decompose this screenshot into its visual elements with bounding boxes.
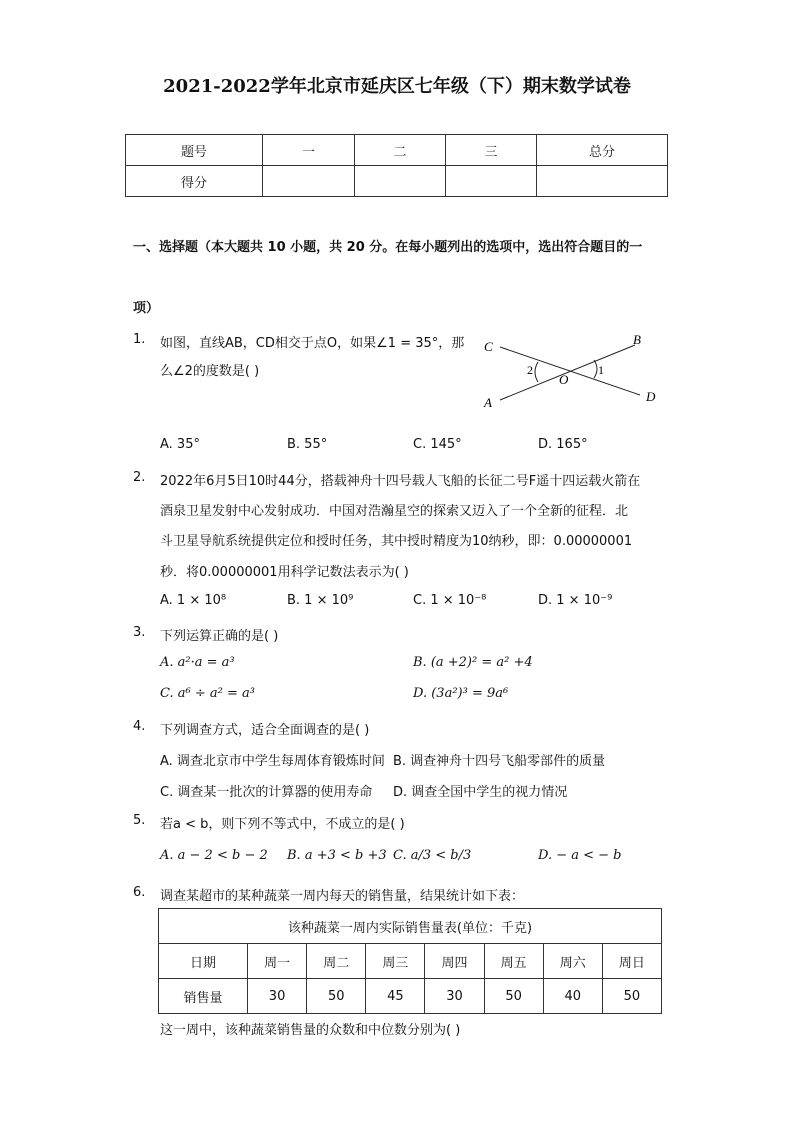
label-d: D: [646, 389, 656, 404]
label-c: C: [484, 339, 493, 354]
label-angle-2: 2: [527, 363, 533, 377]
angle-1-arc: [594, 360, 597, 378]
sales-cell: 50: [602, 979, 661, 1014]
score-row-label: 得分: [126, 166, 263, 197]
sales-cell: 45: [366, 979, 425, 1014]
q6-number: 6.: [133, 885, 146, 900]
q1-text: 如图，直线AB，CD相交于点O，如果∠1 = 35°，那: [160, 336, 465, 351]
sales-header: 日期: [159, 944, 248, 979]
q2-text: 斗卫星导航系统提供定位和授时任务，其中授时精度为10纳秒，即：0.00000001: [160, 534, 633, 549]
score-cell: [355, 166, 446, 197]
sales-cell: 30: [248, 979, 307, 1014]
score-header: 一: [263, 135, 355, 166]
q1-number: 1.: [133, 332, 146, 347]
q1-text-cont: 么∠2的度数是( ): [160, 364, 260, 379]
q2-option-b[interactable]: B. 1 × 10⁹: [287, 593, 354, 608]
q3-option-a[interactable]: A. a²·a = a³: [160, 655, 235, 670]
q6-text: 调查某超市的某种蔬菜一周内每天的销售量，结果统计如下表：: [160, 889, 525, 904]
q4-option-c[interactable]: C. 调查某一批次的计算器的使用寿命: [160, 785, 373, 800]
q4-option-b[interactable]: B. 调查神舟十四号飞船零部件的质量: [393, 754, 606, 769]
label-angle-1: 1: [598, 363, 604, 377]
q2-number: 2.: [133, 470, 146, 485]
intersecting-lines-figure: [470, 325, 670, 415]
q3-option-b[interactable]: B. (a +2)² = a² +4: [413, 655, 533, 670]
q1-option-a[interactable]: A. 35°: [160, 437, 200, 452]
sales-table: [158, 908, 662, 1014]
score-table: [125, 134, 668, 197]
score-cell: [446, 166, 537, 197]
section-heading: 一、选择题（本大题共 10 小题，共 20 分。在每小题列出的选项中，选出符合题目的一: [133, 240, 643, 255]
sales-header: 周一: [248, 944, 307, 979]
sales-header: 周四: [425, 944, 484, 979]
q2-option-a[interactable]: A. 1 × 10⁸: [160, 593, 227, 608]
section-heading-cont: 项）: [133, 301, 160, 316]
score-header: 题号: [126, 135, 263, 166]
q4-number: 4.: [133, 719, 146, 734]
q1-option-b[interactable]: B. 55°: [287, 437, 328, 452]
sales-cell: 40: [543, 979, 602, 1014]
page-title: 2021-2022学年北京市延庆区七年级（下）期末数学试卷: [163, 76, 631, 97]
sales-header: 周二: [307, 944, 366, 979]
q4-option-d[interactable]: D. 调查全国中学生的视力情况: [393, 785, 568, 800]
q4-option-a[interactable]: A. 调查北京市中学生每周体育锻炼时间: [160, 754, 385, 769]
q6-question: 这一周中，该种蔬菜销售量的众数和中位数分别为( ): [160, 1023, 461, 1038]
score-cell: [263, 166, 355, 197]
q2-option-c[interactable]: C. 1 × 10⁻⁸: [413, 593, 487, 608]
angle-2-arc: [535, 362, 538, 382]
sales-header: 周三: [366, 944, 425, 979]
q5-number: 5.: [133, 813, 146, 828]
q5-option-a[interactable]: A. a − 2 < b − 2: [160, 848, 268, 863]
q3-number: 3.: [133, 625, 146, 640]
q2-text: 酒泉卫星发射中心发射成功．中国对浩瀚星空的探索又迈入了一个全新的征程．北: [160, 504, 629, 519]
sales-cell: 50: [484, 979, 543, 1014]
q3-text: 下列运算正确的是( ): [160, 629, 279, 644]
score-cell: [537, 166, 668, 197]
label-o: O: [559, 372, 569, 387]
q2-text: 秒．将0.00000001用科学记数法表示为( ): [160, 565, 409, 580]
label-a: A: [484, 395, 492, 410]
q5-option-b[interactable]: B. a +3 < b +3: [287, 848, 387, 863]
q3-option-c[interactable]: C. a⁶ ÷ a² = a³: [160, 686, 255, 701]
label-b: B: [633, 332, 641, 347]
sales-header: 周日: [602, 944, 661, 979]
q3-option-d[interactable]: D. (3a²)³ = 9a⁶: [413, 686, 509, 701]
q5-option-d[interactable]: D. − a < − b: [538, 848, 622, 863]
sales-row-label: 销售量: [159, 979, 248, 1014]
q5-text: 若a < b，则下列不等式中，不成立的是( ): [160, 817, 405, 832]
sales-header: 周五: [484, 944, 543, 979]
score-header: 总分: [537, 135, 668, 166]
score-header: 三: [446, 135, 537, 166]
sales-cell: 50: [307, 979, 366, 1014]
q4-text: 下列调查方式，适合全面调查的是( ): [160, 723, 370, 738]
q1-option-c[interactable]: C. 145°: [413, 437, 462, 452]
sales-table-caption: 该种蔬菜一周内实际销售量表(单位：千克): [159, 909, 662, 944]
q1-option-d[interactable]: D. 165°: [538, 437, 588, 452]
score-header: 二: [355, 135, 446, 166]
q5-option-c[interactable]: C. a/3 < b/3: [393, 848, 472, 863]
sales-cell: 30: [425, 979, 484, 1014]
q2-text: 2022年6月5日10时44分，搭载神舟十四号载人飞船的长征二号F遥十四运载火箭在: [160, 474, 641, 489]
q2-option-d[interactable]: D. 1 × 10⁻⁹: [538, 593, 613, 608]
sales-header: 周六: [543, 944, 602, 979]
